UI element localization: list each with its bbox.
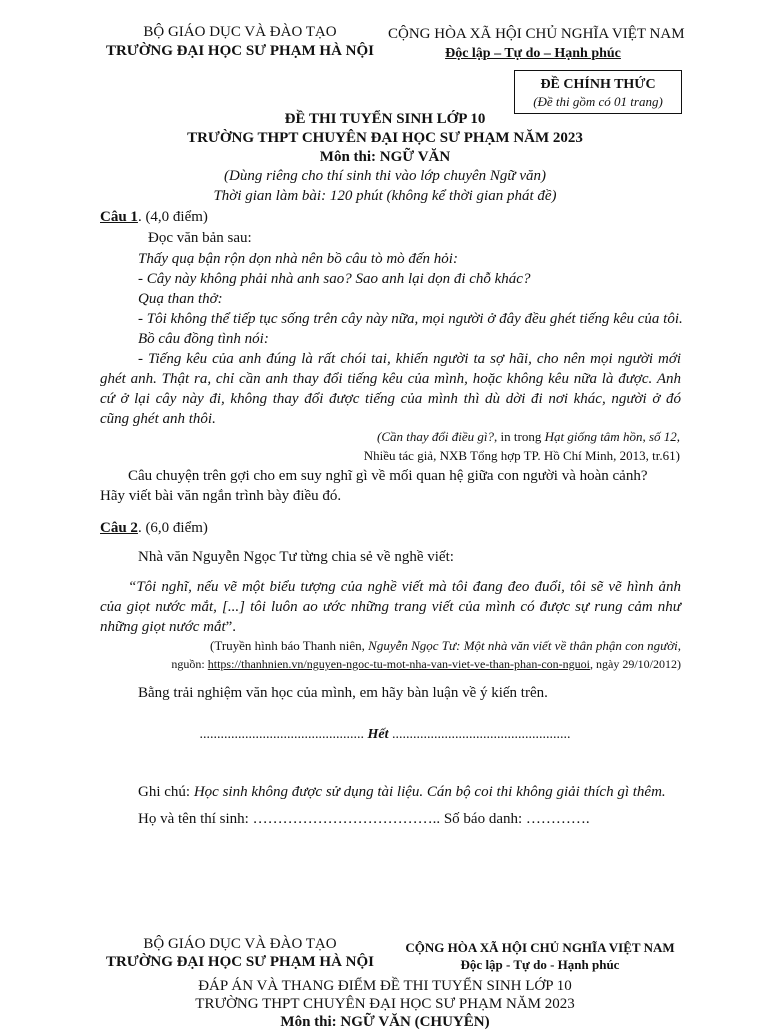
- question-1-task-line-1: Câu chuyện trên gợi cho em suy nghĩ gì về mối quan hệ giữa con người và hoàn cảnh?: [128, 468, 648, 484]
- answer-school: TRƯỜNG THPT CHUYÊN ĐẠI HỌC SƯ PHẠM NĂM 2023: [195, 996, 575, 1012]
- exam-title: ĐỀ THI TUYỂN SINH LỚP 10: [284, 111, 486, 127]
- question-2-label: Câu 2: [100, 520, 138, 536]
- source-book-title: Hạt giống tâm hồn, số 12: [544, 429, 677, 444]
- exam-school: TRƯỜNG THPT CHUYÊN ĐẠI HỌC SƯ PHẠM NĂM 2023: [187, 130, 583, 146]
- source-comma: ,: [676, 429, 680, 444]
- story-line: - Cây này không phải nhà anh sao? Sao anh lại dọn đi chỗ khác?: [138, 271, 531, 287]
- story-line: Thấy quạ bận rộn dọn nhà nên bồ câu tò mò đến hỏi:: [138, 251, 458, 267]
- source-date: , ngày 29/10/2012): [590, 657, 681, 671]
- answer-title: ĐÁP ÁN VÀ THANG ĐIỂM ĐỀ THI TUYỂN SINH LỚP 10: [198, 978, 572, 994]
- university-name: TRƯỜNG ĐẠI HỌC SƯ PHẠM HÀ NỘI: [105, 43, 375, 59]
- question-2-task: Bằng trải nghiệm văn học của mình, em hãy bàn luận về ý kiến trên.: [138, 685, 548, 701]
- official-title: ĐỀ CHÍNH THỨC: [540, 77, 656, 92]
- question-2-intro: Nhà văn Nguyễn Ngọc Tư từng chia sẻ về nghề viết:: [138, 549, 454, 565]
- source-connector: , in trong: [494, 429, 545, 444]
- source-story-title: (Cần thay đổi điều gì?: [377, 429, 495, 444]
- question-1-intro: Đọc văn bản sau:: [148, 230, 252, 246]
- end-dots-right: ...................................................: [392, 727, 571, 742]
- official-page-note: (Đề thi gồm có 01 trang): [533, 94, 663, 109]
- quote-line: của giọt nước mắt, [...] tôi luôn ao ước những trang viết của mình có được sự rung cảm như: [100, 599, 681, 615]
- question-2-heading: [100, 520, 208, 537]
- question-1-heading: [100, 209, 208, 226]
- footer-university: TRƯỜNG ĐẠI HỌC SƯ PHẠM HÀ NỘI: [105, 954, 375, 970]
- story-line: cũng ghét anh thôi.: [100, 411, 216, 427]
- exam-subject: [150, 149, 620, 166]
- footer-ministry: BỘ GIÁO DỤC VÀ ĐÀO TẠO: [143, 936, 337, 952]
- question-1-label: Câu 1: [100, 209, 138, 225]
- note-label: Ghi chú:: [138, 784, 194, 800]
- republic-name: CỘNG HÒA XÃ HỘI CHỦ NGHĨA VIỆT NAM: [388, 26, 685, 42]
- story-line: Bồ câu đồng tình nói:: [138, 331, 269, 347]
- question-1-task-line-2: Hãy viết bài văn ngắn trình bày điều đó.: [100, 488, 342, 504]
- end-dots-left: ...............................................: [199, 727, 364, 742]
- subject-label: Môn thi:: [319, 149, 377, 165]
- footer-republic: CỘNG HÒA XÃ HỘI CHỦ NGHĨA VIỆT NAM: [405, 940, 675, 955]
- question-2-points: . (6,0 điểm): [137, 520, 208, 536]
- answer-subject: Môn thi: NGỮ VĂN (CHUYÊN): [280, 1014, 490, 1030]
- national-motto: Độc lập – Tự do – Hạnh phúc: [445, 46, 621, 61]
- quote-line: “Tôi nghĩ, nếu vẽ một biểu tượng của nghề viết mà tôi đang đeo đuổi, tôi sẽ vẽ hình ảnh: [128, 579, 681, 595]
- story-line: ghét anh. Thật ra, chỉ cần anh thay đổi tiếng kêu của mình, hoặc không kêu nữa là được. Anh: [100, 371, 681, 387]
- story-line: - Tiếng kêu của anh đúng là rất chói tai, khiến người ta sợ hãi, cho nên mọi người mới: [138, 351, 681, 367]
- source-link[interactable]: https://thanhnien.vn/nguyen-ngoc-tu-mot-nha-van-viet-ve-than-phan-con-nguoi: [207, 657, 590, 671]
- candidate-info: Họ và tên thí sinh: ……………………………….. Số báo danh: ………….: [138, 811, 590, 827]
- ministry-name: BỘ GIÁO DỤC VÀ ĐÀO TẠO: [143, 24, 337, 40]
- question-2-source-line-2: [150, 657, 681, 672]
- official-exam-box: [514, 70, 682, 114]
- question-1-points: . (4,0 điểm): [137, 209, 208, 225]
- note-text: Học sinh không được sử dụng tài liệu. Cán bộ coi thi không giải thích gì thêm.: [193, 784, 666, 800]
- end-word: Hết: [367, 727, 389, 742]
- subject-value: NGỮ VĂN: [379, 149, 451, 165]
- usage-note: (Dùng riêng cho thí sinh thi vào lớp chuyên Ngữ văn): [224, 168, 546, 184]
- source-article-title: Nguyễn Ngọc Tư: Một nhà văn viết về thân phận con người: [368, 638, 678, 653]
- source-comma: ,: [677, 638, 681, 653]
- question-2-source-line-1: [160, 638, 681, 654]
- question-1-source-line-2: Nhiều tác giả, NXB Tổng hợp TP. Hồ Chí Minh, 2013, tr.61): [363, 448, 680, 463]
- quote-line-end: [100, 618, 236, 636]
- story-line: Quạ than thở:: [138, 291, 223, 307]
- source-channel: (Truyền hình báo Thanh niên,: [210, 638, 369, 653]
- story-line: cứ ở lại cây này đi, không thay đổi được tiếng của mình thì dù dời đi nơi khác, người ở đó: [100, 391, 681, 407]
- source-prefix: nguồn:: [171, 657, 208, 671]
- exam-note: [138, 783, 666, 801]
- question-1-source-line-1: [320, 429, 680, 445]
- story-line: - Tôi không thể tiếp tục sống trên cây này nữa, mọi người ở đây đều ghét tiếng kêu của tôi.: [138, 311, 683, 327]
- quote-text-end: những giọt nước mắt: [100, 619, 226, 635]
- quote-close: ”.: [225, 619, 237, 635]
- footer-motto: Độc lập - Tự do - Hạnh phúc: [460, 957, 620, 972]
- end-marker: [150, 727, 620, 743]
- time-note: Thời gian làm bài: 120 phút (không kể thời gian phát đề): [213, 188, 557, 204]
